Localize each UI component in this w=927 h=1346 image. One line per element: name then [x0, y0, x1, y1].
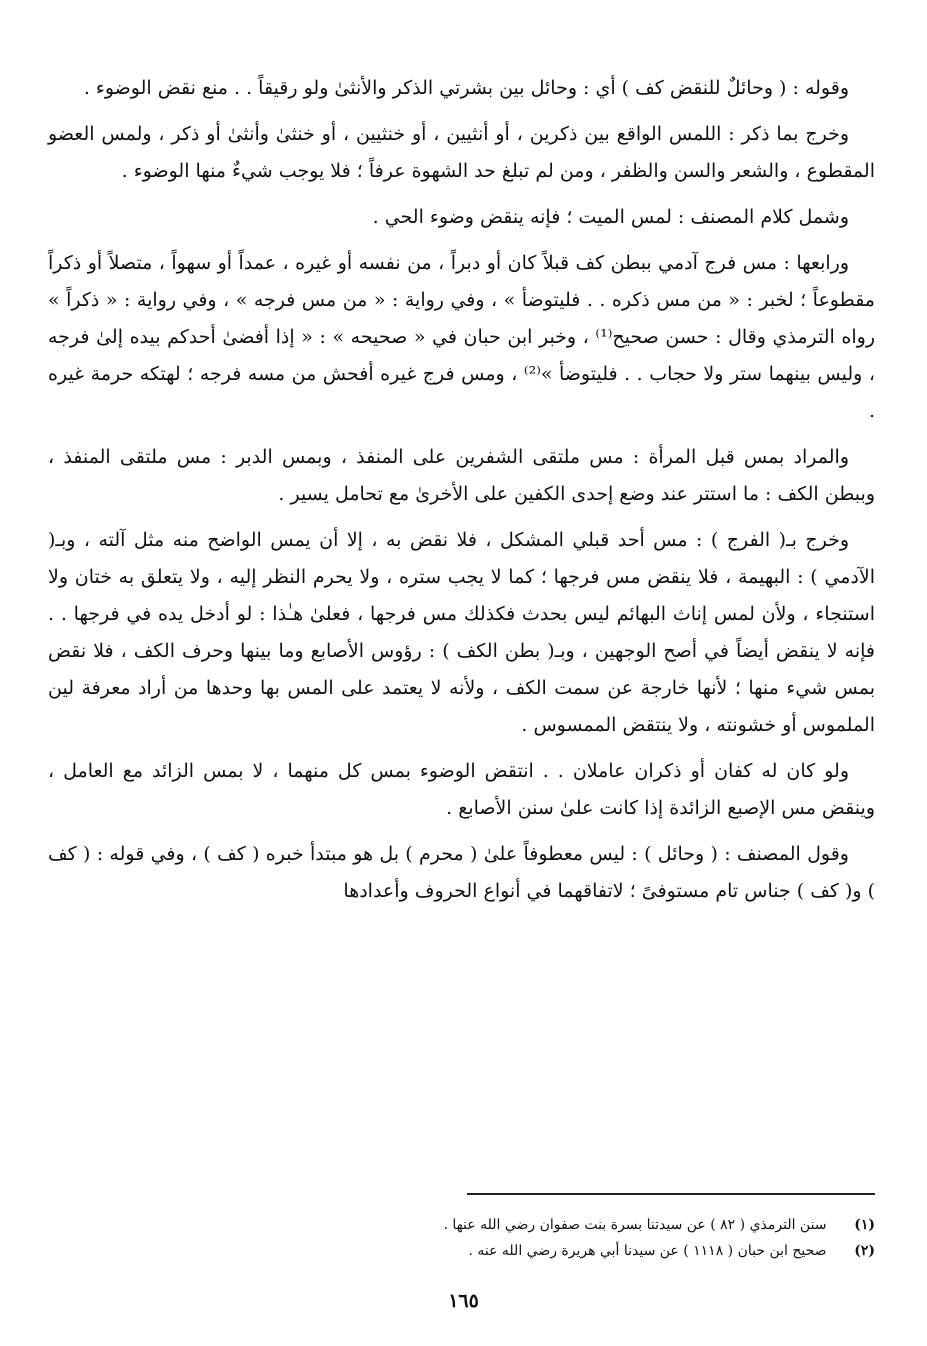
paragraph-7-text: ولو كان له كفان أو ذكران عاملان . . انتقض الوضوء بمس كل منهما ، لا بمس الزائد مع العامل ، وينقض مس الإصبع الزائدة إذا كانت علىٰ سنن الأصابع . [48, 760, 875, 819]
paragraph-1 [48, 70, 875, 107]
paragraph-3-text: وشمل كلام المصنف : لمس الميت ؛ فإنه ينقض وضوء الحي . [372, 206, 849, 228]
paragraph-3 [48, 199, 875, 236]
footnote-2-number: (٢) [854, 1243, 875, 1259]
footnote-divider [467, 1193, 875, 1195]
footnote-2 [95, 1238, 875, 1264]
paragraph-1-text: وقوله : ( وحائلٌ للنقض كف ) أي : وحائل بين بشرتي الذكر والأنثىٰ ولو رقيقاً . . منع نقض الوضوء . [83, 77, 849, 99]
paragraph-8-text: وقول المصنف : ( وحائل ) : ليس معطوفاً علىٰ ( محرم ) بل هو مبتدأ خبره ( كف ) ، وفي قوله : ( كف ) و( كف ) جناس تام مستوفىً ؛ لاتفاقهما في أنواع الحروف وأعدادها [48, 843, 875, 902]
footnotes [95, 1212, 875, 1264]
footnote-1-text: سنن الترمذي ( ٨٢ ) عن سيدتنا بسرة بنت صفوان رضي الله عنها . [443, 1217, 827, 1233]
paragraph-6-text: وخرج بـ( الفرج ) : مس أحد قبلي المشكل ، فلا نقض به ، إلا أن يمس الواضح منه مثل آلته ، وبـ( الآدمي ) : البهيمة ، فلا ينقض مس فرجها ؛ كما لا يجب ستره ، ولا يحرم النظر إليه ، ولا يتعلق به ختان ولا استنجاء ، ولأن لمس إناث البهائم ليس بحدث فكذلك مس فرجها ، فعلىٰ هـٰذا : لو أدخل يده في فرجها . . فإنه لا ينقض أيضاً في أصح الوجهين ، وبـ( بطن الكف ) : رؤوس الأصابع وما بينها وحرف الكف ، فلا نقض بمس شيء منها ؛ لأنها خارجة عن سمت الكف ، ولأنه لا يعتمد على المس بها وحدها من أراد معرفة لين الملموس أو خشونته ، ولا ينتقض الممسوس . [48, 529, 875, 736]
paragraph-2 [48, 116, 875, 190]
page-number: ١٦٥ [448, 1290, 479, 1312]
paragraph-5 [48, 439, 875, 513]
page-body [48, 70, 875, 919]
paragraph-4-text: ورابعها : مس فرج آدمي ببطن كف قبلاً كان أو دبراً ، من نفسه أو غيره ، عمداً أو سهواً ، متصلاً أو ذكراً مقطوعاً ؛ لخبر : « من مس ذكره . . فليتوضأ » ، وفي رواية : « من مس فرجه » ، وفي رواية : « ذكراً » رواه الترمذي وقال : حسن صحيح⁽¹⁾ ، وخبر ابن حبان في « صحيحه » : « إذا أفضىٰ أحدكم بيده إلىٰ فرجه ، وليس بينهما ستر ولا حجاب . . فليتوضأ »⁽²⁾ ، ومس فرج غيره أفحش من مسه فرجه ؛ لهتكه حرمة غيره . [48, 252, 875, 422]
paragraph-6 [48, 522, 875, 744]
paragraph-7 [48, 753, 875, 827]
footnote-1 [95, 1212, 875, 1238]
footnote-2-text: صحيح ابن حبان ( ١١١٨ ) عن سيدنا أبي هريرة رضي الله عنه . [468, 1243, 827, 1259]
paragraph-8 [48, 836, 875, 910]
paragraph-2-text: وخرج بما ذكر : اللمس الواقع بين ذكرين ، أو أنثيين ، أو خنثيين ، أو خنثىٰ وأنثىٰ أو ذكر ، ولمس العضو المقطوع ، والشعر والسن والظفر ، ومن لم تبلغ حد الشهوة عرفاً ؛ فلا يوجب شيءٌ منها الوضوء . [48, 123, 875, 182]
footnote-1-number: (١) [854, 1217, 875, 1233]
paragraph-5-text: والمراد بمس قبل المرأة : مس ملتقى الشفرين على المنفذ ، وبمس الدبر : مس ملتقى المنفذ ، وببطن الكف : ما استتر عند وضع إحدى الكفين على الأخرىٰ مع تحامل يسير . [48, 446, 875, 505]
paragraph-4 [48, 245, 875, 430]
